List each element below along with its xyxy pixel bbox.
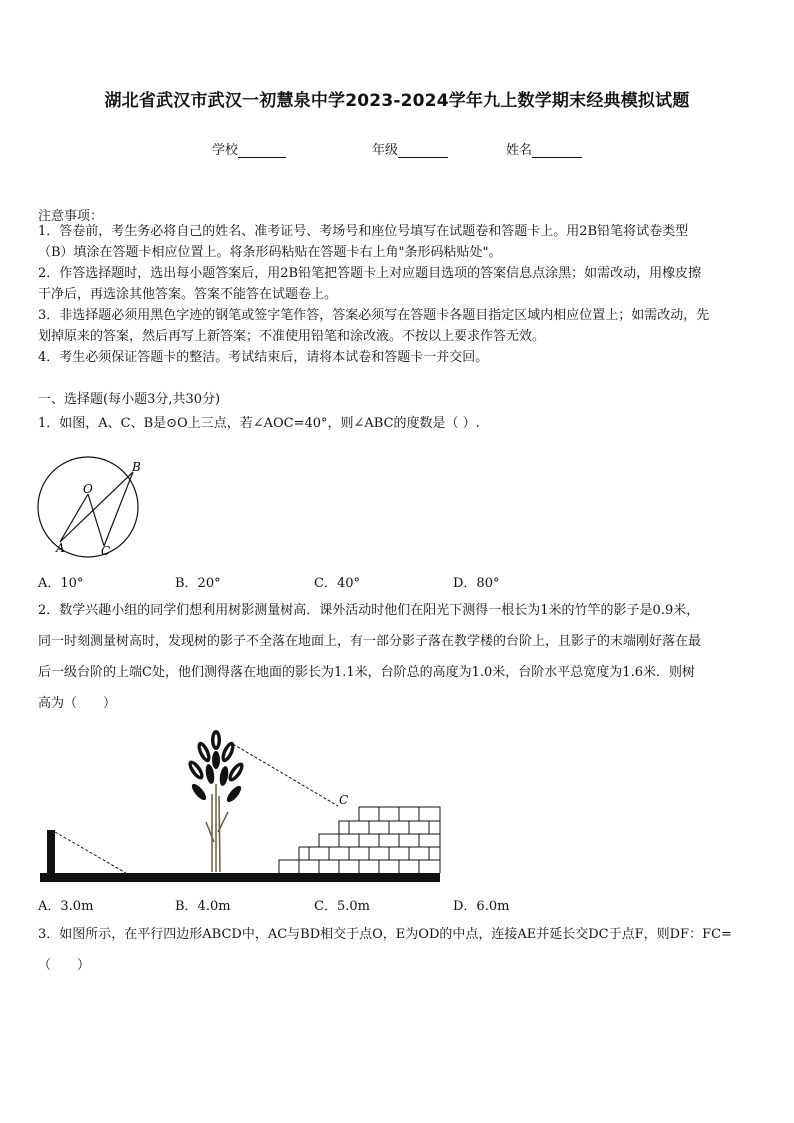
note-line: 划掉原来的答案，然后再写上新答案；不准使用铅笔和涂改液。不按以上要求作答无效。 bbox=[38, 329, 546, 344]
q1-option-c: C．40° bbox=[314, 576, 360, 591]
name-field bbox=[506, 139, 582, 158]
q1-option-a: A．10° bbox=[38, 576, 84, 591]
q2-option-b: B．4.0m bbox=[175, 899, 231, 914]
note-line: 干净后，再选涂其他答案。答案不能答在试题卷上。 bbox=[38, 287, 338, 302]
note-line: 1．答卷前，考生务必将自己的姓名、准考证号、考场号和座位号填写在试题卷和答题卡上。用2B铅笔将试卷类型 bbox=[38, 224, 689, 239]
section-heading: 一、选择题(每小题3分,共30分) bbox=[38, 392, 221, 407]
question-2-line: 同一时刻测量树高时，发现树的影子不全落在地面上，有一部分影子落在教学楼的台阶上，且影子的末端刚好落在最 bbox=[38, 634, 702, 649]
question-2-line: 后一级台阶的上端C处，他们测得落在地面的影长为1.1米，台阶总的高度为1.0米，台阶水平总宽度为1.6米．则树 bbox=[38, 665, 695, 680]
grade-label: 年级 bbox=[372, 143, 399, 158]
circle-figure bbox=[30, 455, 150, 565]
notes-heading: 注意事项： bbox=[38, 209, 104, 224]
q2-option-c: C．5.0m bbox=[314, 899, 370, 914]
name-blank bbox=[532, 142, 582, 158]
name-label: 姓名 bbox=[506, 143, 533, 158]
label-b: B bbox=[132, 460, 141, 474]
school-field bbox=[212, 139, 286, 158]
label-o: O bbox=[83, 482, 93, 496]
school-blank bbox=[238, 142, 286, 158]
school-label: 学校 bbox=[212, 143, 239, 158]
q1-option-d: D．80° bbox=[453, 576, 500, 591]
label-c: C bbox=[101, 544, 111, 558]
grade-blank bbox=[398, 142, 448, 158]
note-line: （B）填涂在答题卡相应位置上。将条形码粘贴在答题卡右上角"条形码粘贴处"。 bbox=[38, 245, 502, 260]
tree-shadow-figure bbox=[36, 722, 446, 890]
label-a: A bbox=[56, 541, 65, 555]
q1-option-b: B．20° bbox=[175, 576, 221, 591]
question-3-line: 3．如图所示，在平行四边形ABCD中，AC与BD相交于点O，E为OD的中点，连接AE并延长交DC于点F，则DF：FC= bbox=[38, 927, 732, 942]
question-2-line: 高为（ ） bbox=[38, 696, 117, 711]
question-1-stem: 1．如图，A、C、B是⊙O上三点，若∠AOC=40°，则∠ABC的度数是（ ）. bbox=[38, 416, 480, 431]
grade-field bbox=[372, 139, 448, 158]
note-line: 3．非选择题必须用黑色字迹的钢笔或签字笔作答，答案必须写在答题卡各题目指定区域内相应位置上；如需改动，先 bbox=[38, 308, 710, 323]
note-line: 4．考生必须保证答题卡的整洁。考试结束后，请将本试卷和答题卡一并交回。 bbox=[38, 350, 489, 365]
exam-title: 湖北省武汉市武汉一初慧泉中学2023-2024学年九上数学期末经典模拟试题 bbox=[104, 91, 690, 111]
q2-option-d: D．6.0m bbox=[453, 899, 510, 914]
question-3-line: （ ） bbox=[38, 958, 91, 973]
note-line: 2．作答选择题时，选出每小题答案后，用2B铅笔把答题卡上对应题目选项的答案信息点涂黑；如需改动，用橡皮擦 bbox=[38, 266, 702, 281]
question-2-line: 2．数学兴趣小组的同学们想利用树影测量树高．课外活动时他们在阳光下测得一根长为1米的竹竿的影子是0.9米， bbox=[38, 603, 700, 618]
q2-option-a: A．3.0m bbox=[38, 899, 94, 914]
label-c-point: C bbox=[339, 793, 349, 807]
